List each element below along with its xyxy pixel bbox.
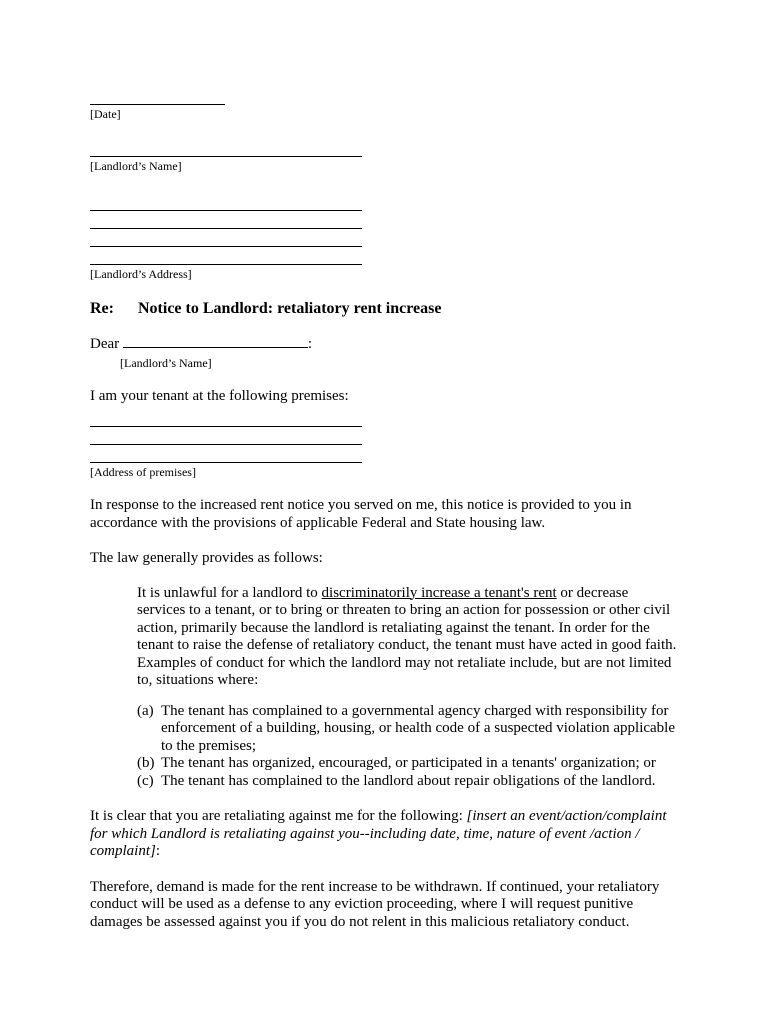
landlord-address-blank-line [90, 229, 362, 247]
law-quote-post: or decrease services to a tenant, or to bring or threaten to bring an action for possession or other civil action, primarily because the landlord is retaliating against the tenant. In order for the tenant to raise the defense of retaliatory conduct, the tenant must have acted in good faith. Examples of conduct for which the landlord may not retaliate include, but are not limited to, situations where: [137, 584, 677, 688]
re-prefix: Re: [90, 300, 114, 317]
premises-address-blank-line [90, 445, 362, 463]
landlord-name-blank-line [90, 144, 362, 157]
law-intro-line: The law generally provides as follows: [90, 550, 323, 566]
premises-address-label: [Address of premises] [90, 465, 196, 479]
tenant-premises-line: I am your tenant at the following premises: [90, 387, 349, 404]
retaliation-examples-list [137, 703, 677, 791]
list-item-marker: (b) [137, 755, 155, 771]
premises-address-blank-line [90, 427, 362, 445]
list-item [137, 755, 677, 773]
date-label: [Date] [90, 107, 121, 121]
dear-prefix: Dear [90, 336, 123, 352]
salutation-caption: [Landlord’s Name] [120, 355, 212, 370]
list-item-text: The tenant has complained to the landlord about repair obligations of the landlord. [161, 772, 656, 789]
list-item [137, 703, 677, 756]
salutation [90, 334, 677, 354]
list-item-marker: (a) [137, 702, 154, 719]
subject-line [90, 299, 677, 318]
subject-title: Notice to Landlord: retaliatory rent increase [137, 300, 442, 317]
retaliation-claim-pre: It is clear that you are retaliating against me for the following: [90, 808, 467, 824]
list-item [137, 773, 677, 791]
retaliation-claim-post: : [155, 843, 161, 859]
list-item-text: The tenant has complained to a governmental agency charged with responsibility for enforcement of a building, housing, or health code of a suspected violation applicable to the premises; [161, 702, 676, 754]
salutation-blank-line [123, 334, 308, 348]
landlord-address-blank-line [90, 211, 362, 229]
list-item-text: The tenant has organized, encouraged, or participated in a tenants' organization; or [161, 755, 656, 771]
demand-paragraph: Therefore, demand is made for the rent increase to be withdrawn. If continued, your retaliatory conduct will be used as a defense to any eviction proceeding, where I will request punitive damages be assessed against you if you do not relent in this malicious retaliatory conduct. [90, 878, 660, 930]
landlord-name-label: [Landlord’s Name] [90, 159, 182, 173]
list-item-marker: (c) [137, 772, 154, 789]
law-quote-underlined-phrase: discriminatorily increase a tenant's rent [321, 584, 557, 601]
date-blank-line [90, 96, 225, 105]
landlord-address-blank-line [90, 193, 362, 211]
law-quote-paragraph [137, 585, 677, 690]
landlord-address-label: [Landlord’s Address] [90, 267, 192, 281]
dear-suffix: : [307, 336, 313, 352]
insert-instruction-italic: [insert an event/action/complaint for which Landlord is retaliating against you--including date, time, nature of event /action / complaint] [90, 808, 667, 859]
retaliation-claim-paragraph [90, 808, 677, 861]
law-quote-pre: It is unlawful for a landlord to [137, 584, 322, 601]
intro-paragraph: In response to the increased rent notice you served on me, this notice is provided to you in accordance with the provisions of applicable Federal and State housing law. [90, 497, 632, 531]
landlord-address-blank-line [90, 247, 362, 265]
premises-address-blank-line [90, 409, 362, 427]
